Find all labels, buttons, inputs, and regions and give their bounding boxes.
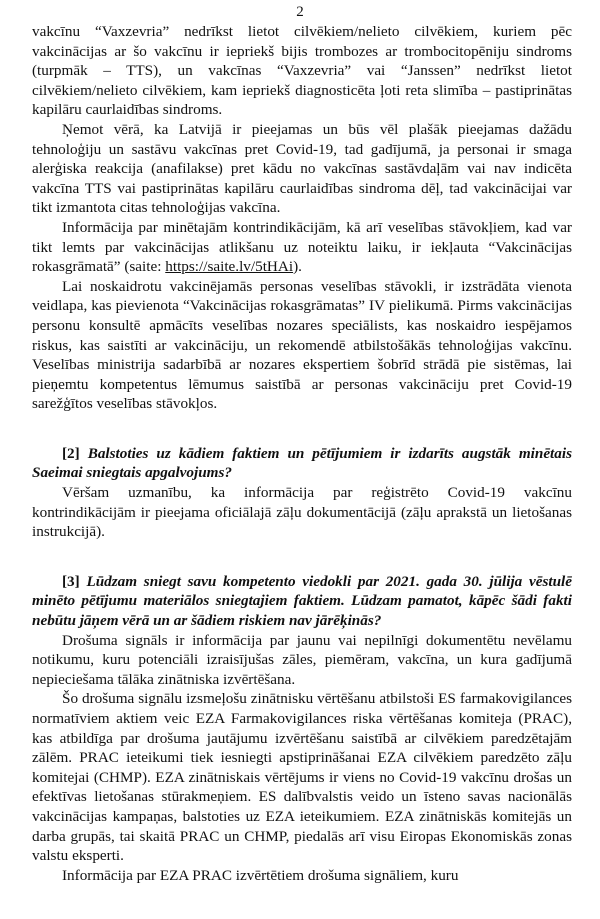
question-2 — [32, 444, 572, 483]
question-3 — [32, 572, 572, 631]
paragraph-health-form: Lai noskaidrotu vakcinējamās personas veselības stāvokli, ir izstrādāta vienota veidlapa, kas pievienota “Vakcinācijas rokasgrāmatas” IV pielikumā. Pirms vakcinācijas personu konsultē apmācīts veselības nozares speciālists, kas noskaidro iespējamos riskus, kas saistīti ar vakcināciju, un rekomendē atbilstošākās tehnoloģijas vakcīnu. Veselības ministrija sadarbībā ar nozares ekspertiem šobrīd strādā pie sistēmas, lai pieņemtu kompetentus lēmumus saistībā ar personas vakcināciju pret Covid-19 sarežģītos veselības stāvokļos. — [32, 277, 572, 413]
question-2-number: [2] — [62, 444, 80, 462]
para3-end: ). — [293, 258, 302, 276]
rokasgramata-link[interactable]: https://saite.lv/5tHAi — [165, 258, 294, 276]
answer-3-signal-definition: Drošuma signāls ir informācija par jaunu vai nepilnīgi dokumentētu nevēlamu notikumu, kuru potenciāli izraisījušas zāles, piemēram, vakcīna, un kura gadījumā nepieciešama tālāka zinātniska izvērtēšana. — [32, 631, 572, 688]
question-3-text: Lūdzam sniegt savu kompetento viedokli par 2021. gada 30. jūlija vēstulē minēto pētījumu materiālos sniegtajiem faktiem. Lūdzam pamatot, kāpēc šādi fakti nebūtu jāņem vērā un ar šādiem riskiem nav jārēķinās? — [32, 572, 572, 630]
page-number: 2 — [296, 4, 304, 20]
answer-3-prac-evaluation: Šo drošuma signālu izsmeļošu zinātnisku vērtēšanu atbilstoši ES farmakovigilances normatīviem aktiem veic EZA Farmakovigilances riska vērtēšanas komiteja (PRAC), kas atbildīga par drošuma jautājumu izvērtēšanu saistībā ar cilvēkiem paredzētajām zālēm. PRAC ieteikumi tiek iesniegti apstiprināšanai EZA cilvēkiem paredzēto zāļu komitejai (CHMP). EZA zinātniskais vērtējums ir viens no Covid-19 vakcīnu drošas un efektīvas lietošanas stūrakmeņiem. ES dalībvalstis veido un īsteno savas nacionālās vakcinācijas kampaņas, balstoties uz EZA ieteikumiem. EZA zinātniskās komitejās un darba grupās, tai skaitā PRAC un CHMP, piedalās arī visu Eiropas Ekonomiskās zonas valstu eksperti. — [32, 690, 572, 865]
answer-2: Vēršam uzmanību, ka informācija par reģistrēto Covid-19 vakcīnu kontrindikācijām ir pieejama oficiālajā zāļu dokumentācijā (zāļu aprakstā un lietošanas instrukcijā). — [32, 484, 572, 541]
para3-text: Informācija par minētajām kontrindikācijām, kā arī veselības stāvokļiem, kad var tikt lemts par vakcinācijas atlikšanu uz noteiktu laiku, ir iekļauta “Vakcinācijas rokasgrāmatā” (saite: — [32, 218, 572, 276]
paragraph-contraindications-info — [32, 218, 572, 277]
paragraph-continuation: vakcīnu “Vaxzevria” nedrīkst lietot cilvēkiem/nelieto cilvēkiem, kuriem pēc vakcinācijas ar šo vakcīnu ir iepriekš bijis trombozes ar trombocitopēniju sindroms (turpmāk – TTS), un vakcīnas “Vaxzevria” vai “Janssen” nedrīkst lietot cilvēkiem/nelieto cilvēkiem, kam iepriekš diagnosticēta ļoti reta slimība – pastiprinātas kapilāru caurlaidības sindroms. — [32, 23, 572, 119]
question-2-text: Balstoties uz kādiem faktiem un pētījumiem ir izdarīts augstāk minētais Saeimai sniegtais apgalvojums? — [32, 444, 573, 482]
question-3-number: [3] — [62, 572, 80, 590]
answer-3-prac-info: Informācija par EZA PRAC izvērtētiem drošuma signāliem, kuru — [62, 866, 459, 884]
document-body — [32, 22, 572, 885]
paragraph-vaccine-technology: Ņemot vērā, ka Latvijā ir pieejamas un būs vēl plašāk pieejamas dažādu tehnoloģiju un sastāvu vakcīnas pret Covid-19, tad gadījumā, ja personai ir smaga alerģiska reakcija (anafilakse) pret kādu no vakcīnas sastāvdaļām vai nav indicēta vakcīna TTS vai pastiprinātas kapilāru caurlaidības sindroma dēļ, tad vakcinācijai var tikt izmantota citas tehnoloģijas vakcīna. — [32, 120, 572, 217]
